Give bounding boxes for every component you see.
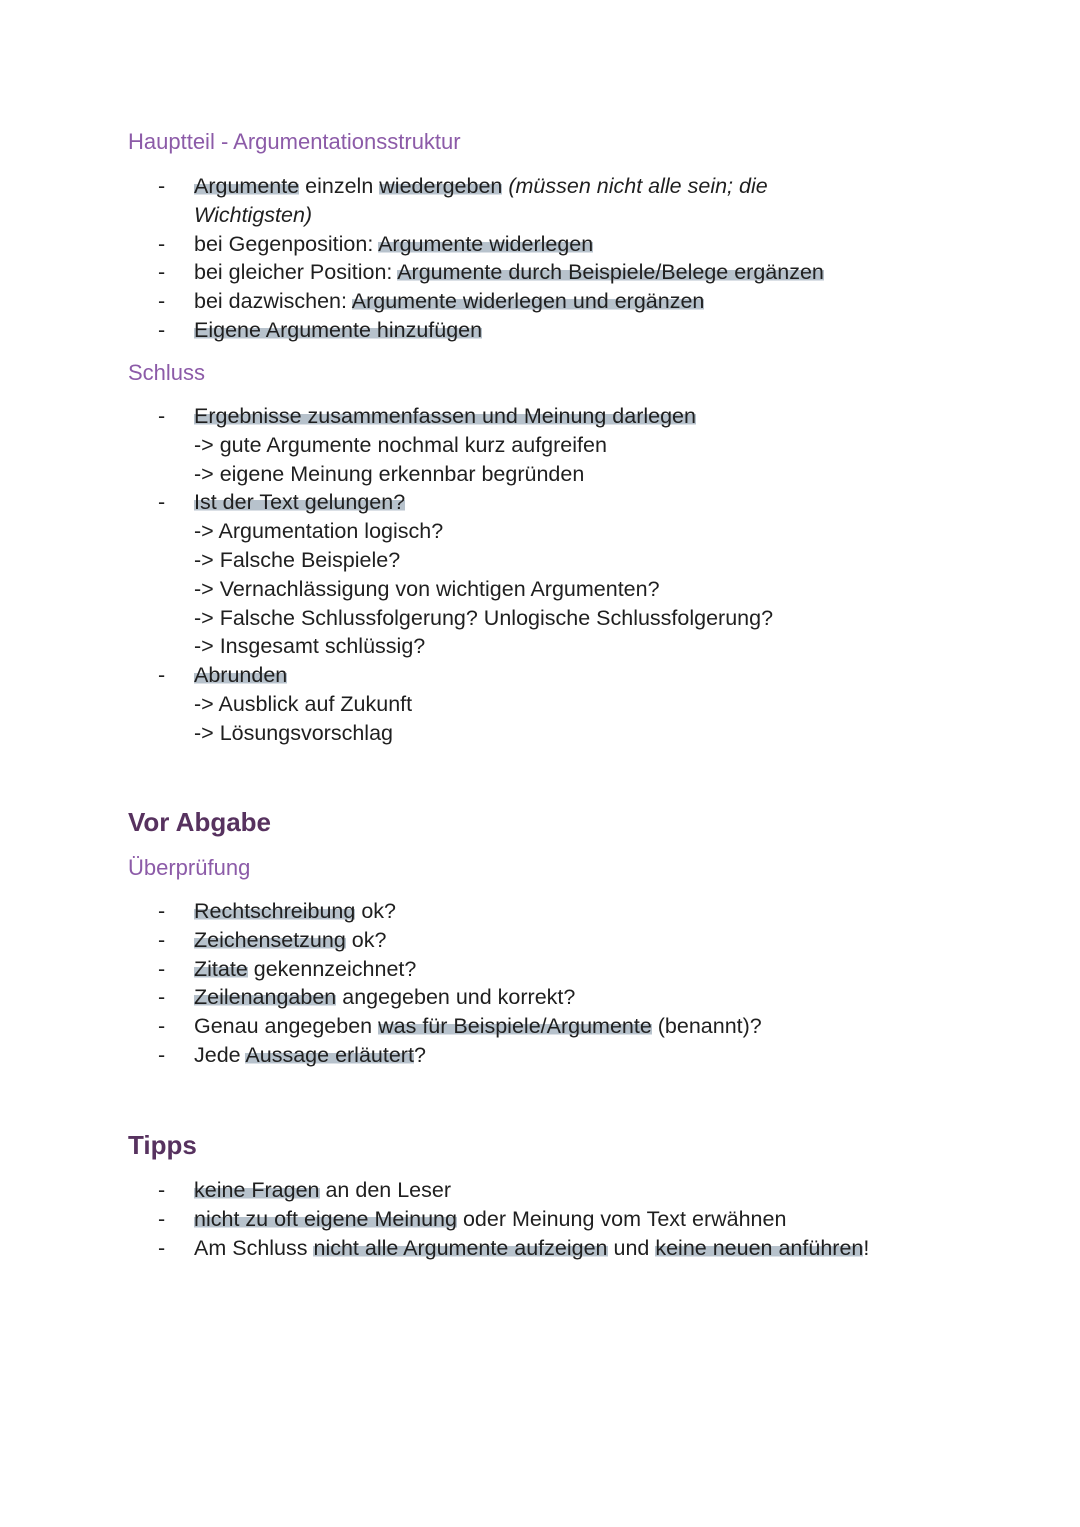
heading-ueberpruefung: Überprüfung <box>128 855 251 880</box>
sub-point: -> gute Argumente nochmal kurz aufgreifen <box>194 432 607 457</box>
sub-point: -> Vernachlässigung von wichtigen Argumenten? <box>194 576 660 601</box>
title-vor-abgabe: Vor Abgabe <box>128 807 272 837</box>
list-item: - bei Gegenposition: Argumente widerlegen <box>0 230 1000 259</box>
bullet-dash: - <box>158 1206 166 1231</box>
sub-point: -> Lösungsvorschlag <box>194 720 393 745</box>
list-item: - Zitate gekennzeichnet? <box>0 955 1000 984</box>
sub-point: -> Argumentation logisch? <box>194 519 444 544</box>
list-item: - Am Schluss nicht alle Argumente aufzeigen und keine neuen anführen! <box>0 1234 1000 1263</box>
list-item: - Ergebnisse zusammenfassen und Meinung darlegen -> gute Argumente nochmal kurz aufgreifen -> eigene Meinung erkennbar begründen <box>0 402 1000 488</box>
list-item: - Rechtschreibung ok? <box>0 897 1000 926</box>
list-ueberpruefung <box>0 897 1000 1070</box>
sub-point: -> eigene Meinung erkennbar begründen <box>194 461 585 486</box>
list-item: - keine Fragen an den Leser <box>0 1176 1000 1205</box>
list-schluss <box>0 402 1000 748</box>
sub-point: -> Falsche Schlussfolgerung? Unlogische Schlussfolgerung? <box>194 605 774 630</box>
list-hauptteil <box>0 172 1000 345</box>
bullet-dash: - <box>158 490 166 515</box>
bullet-dash: - <box>158 260 166 285</box>
bullet-dash: - <box>158 317 166 342</box>
list-item: - Eigene Argumente hinzufügen <box>0 316 1000 345</box>
bullet-dash: - <box>158 985 166 1010</box>
list-item: - bei dazwischen: Argumente widerlegen und ergänzen <box>0 287 1000 316</box>
list-tipps <box>0 1176 1000 1262</box>
list-item: - Zeichensetzung ok? <box>0 926 1000 955</box>
bullet-dash: - <box>158 231 166 256</box>
list-item: - Zeilenangaben angegeben und korrekt? <box>0 983 1000 1012</box>
list-item: - Genau angegeben was für Beispiele/Argumente (benannt)? <box>0 1012 1000 1041</box>
bullet-dash: - <box>158 1042 166 1067</box>
list-item: - nicht zu oft eigene Meinung oder Meinung vom Text erwähnen <box>0 1205 1000 1234</box>
bullet-dash: - <box>158 899 166 923</box>
sub-point: -> Insgesamt schlüssig? <box>194 634 426 659</box>
list-item: - bei gleicher Position: Argumente durch Beispiele/Belege ergänzen <box>0 258 1000 287</box>
list-item: - Ist der Text gelungen? -> Argumentation logisch? -> Falsche Beispiele? -> Vernachlässigung von wichtigen Argumenten? -> Falsche Schlussfolgerung? Unlogische Schlussfolgerung? -> Insgesamt schlüssig? <box>0 488 1000 661</box>
bullet-dash: - <box>158 1178 166 1202</box>
bullet-dash: - <box>158 956 166 981</box>
bullet-dash: - <box>158 663 166 688</box>
heading-hauptteil: Hauptteil - Argumentationsstruktur <box>128 129 461 154</box>
list-item: - Abrunden -> Ausblick auf Zukunft -> Lösungsvorschlag <box>0 661 1000 747</box>
bullet-dash: - <box>158 404 166 428</box>
list-item: - Jede Aussage erläutert? <box>0 1041 1000 1070</box>
bullet-dash: - <box>158 1235 166 1260</box>
sub-point: -> Ausblick auf Zukunft <box>194 691 413 716</box>
bullet-dash: - <box>158 1014 166 1039</box>
list-item: - Argumente einzeln wiedergeben (müssen nicht alle sein; die Wichtigsten) <box>158 174 768 227</box>
heading-schluss: Schluss <box>128 360 206 385</box>
bullet-dash: - <box>158 174 166 198</box>
sub-point: -> Falsche Beispiele? <box>194 547 401 572</box>
title-tipps: Tipps <box>128 1130 197 1160</box>
bullet-dash: - <box>158 289 166 314</box>
bullet-dash: - <box>158 927 166 952</box>
